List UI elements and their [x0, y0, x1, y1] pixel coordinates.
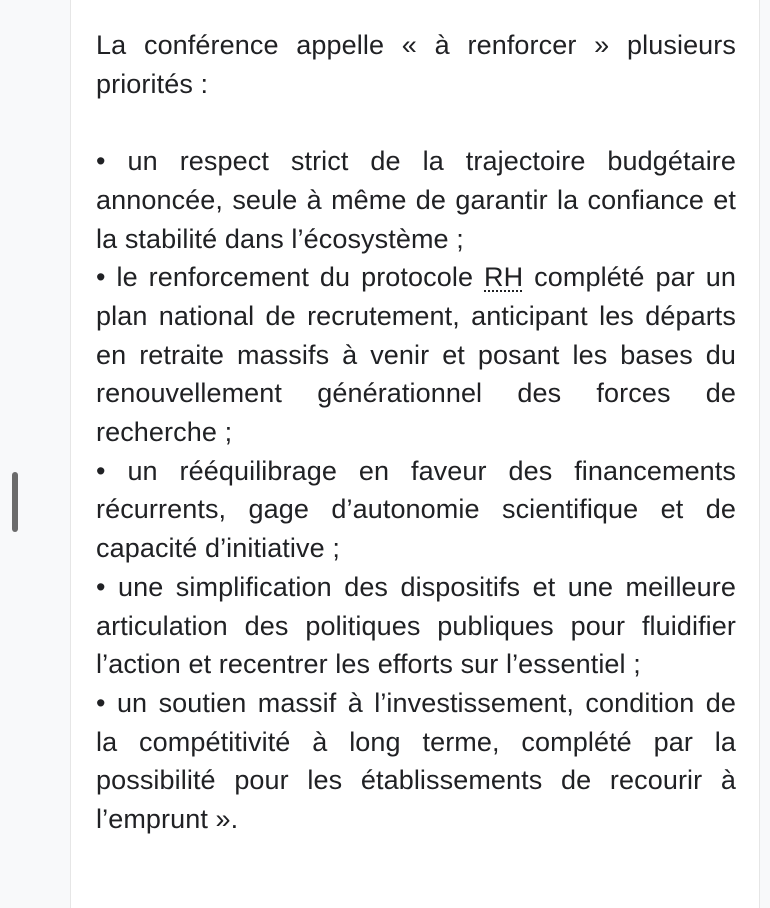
list-item-text: complété par un plan national de recrutement, anticipant les départs en retraite massifs à venir et posant les bases du renouvellement générationnel des forces de recherche ;	[96, 262, 736, 448]
list-item	[96, 258, 736, 452]
intro-paragraph: La conférence appelle « à renforcer » plusieurs priorités :	[96, 30, 736, 99]
paragraph-spacer	[96, 103, 736, 142]
list-item-text: • un rééquilibrage en faveur des financements récurrents, gage d’autonomie scientifique et de capacité d’initiative ;	[96, 455, 736, 564]
abbreviation-rh[interactable]: RH	[484, 262, 524, 293]
list-item-text: • un soutien massif à l’investissement, condition de la compétitivité à long terme, complété par la possibilité pour les établissements de recourir à l’emprunt ».	[96, 687, 736, 835]
list-item	[96, 568, 736, 684]
document-text	[96, 26, 736, 839]
list-item-text: • une simplification des dispositifs et une meilleure articulation des politiques publiques pour fluidifier l’action et recentrer les efforts sur l’essentiel ;	[96, 571, 736, 680]
list-item-text: • un respect strict de la trajectoire budgétaire annoncée, seule à même de garantir la confiance et la stabilité dans l’écosystème ;	[96, 146, 736, 254]
list-item	[96, 452, 736, 568]
document-page	[70, 0, 760, 908]
list-item-text: • le renforcement du protocole	[96, 262, 485, 293]
list-item	[96, 142, 736, 258]
scroll-handle[interactable]	[12, 472, 18, 532]
list-item	[96, 684, 736, 839]
